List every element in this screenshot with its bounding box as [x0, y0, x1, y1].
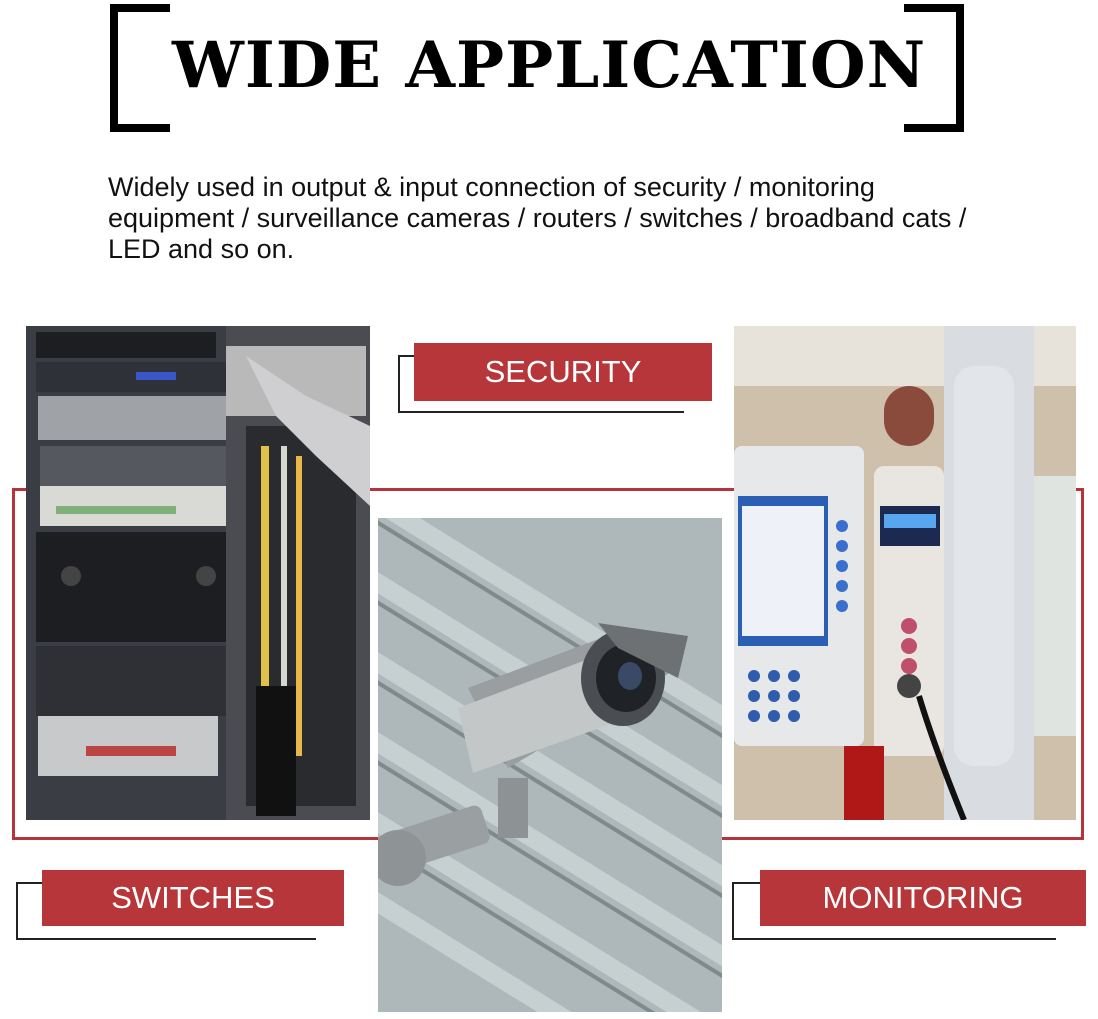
- medical-monitoring-photo: [734, 326, 1076, 820]
- page-title: WIDE APPLICATION: [171, 28, 927, 103]
- security-label-tag: [398, 343, 714, 413]
- surveillance-camera-photo: [378, 518, 722, 1012]
- switches-label: SWITCHES: [42, 870, 344, 926]
- server-rack-photo: [26, 326, 370, 820]
- switches-label-tag: [16, 870, 344, 940]
- monitoring-label: MONITORING: [760, 870, 1086, 926]
- security-label: SECURITY: [414, 343, 712, 401]
- description-text: Widely used in output & input connection of security / monitoring equipment / surveillance cameras / routers / switches / broadband cats / LED and so on.: [108, 172, 967, 264]
- monitoring-label-tag: [732, 870, 1086, 940]
- title-section: [0, 0, 1098, 140]
